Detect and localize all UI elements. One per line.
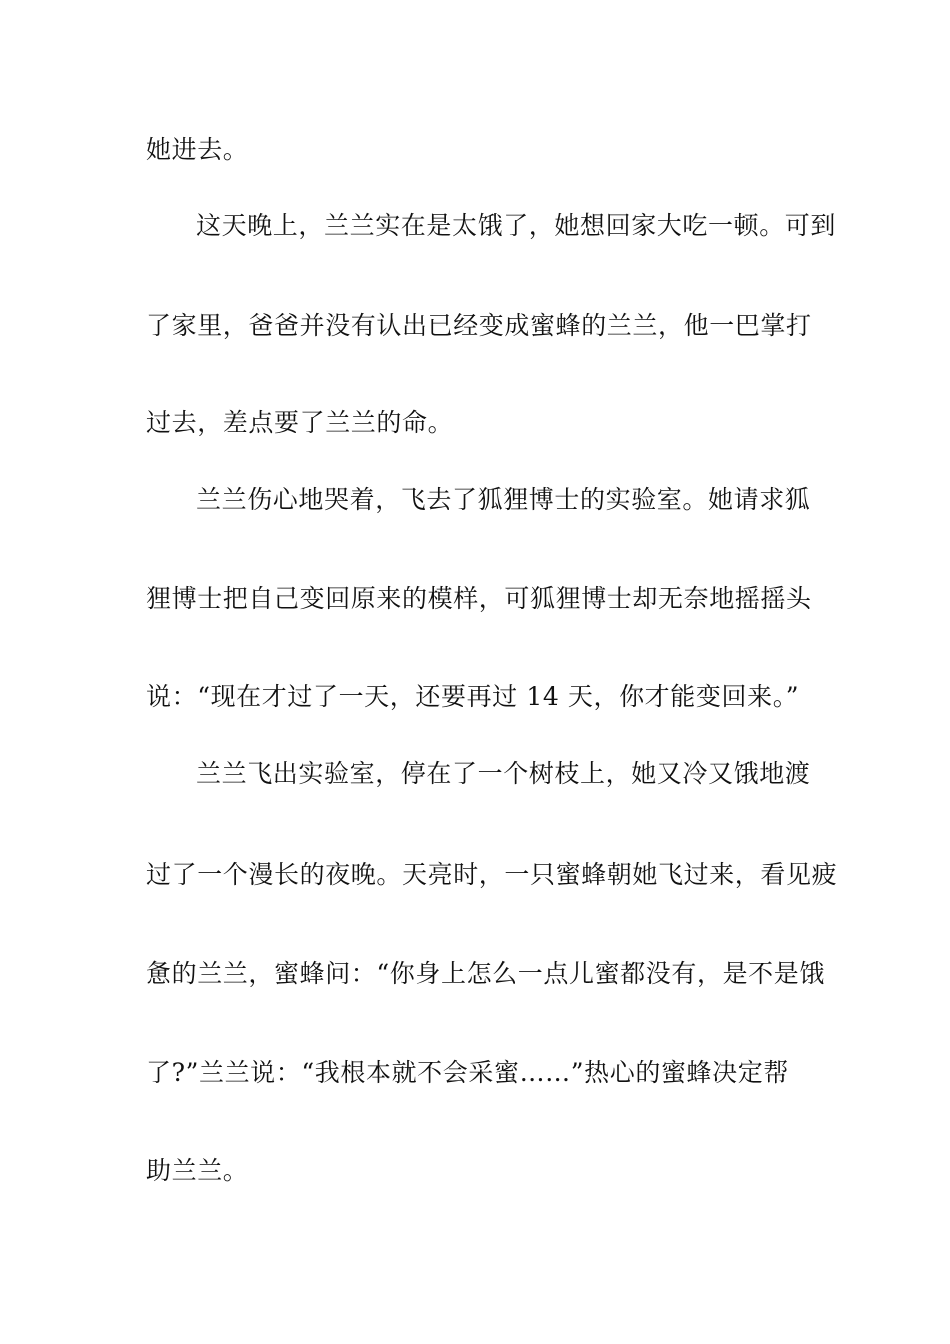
text-line-2: 这天晚上，兰兰实在是太饿了，她想回家大吃一顿。可到	[196, 211, 837, 240]
text-line-9: 过了一个漫长的夜晚。天亮时，一只蜜蜂朝她飞过来，看见疲	[146, 860, 838, 889]
text-line-8: 兰兰飞出实验室，停在了一个树枝上，她又冷又饿地渡	[196, 759, 811, 788]
text-line-12: 助兰兰。	[146, 1156, 249, 1185]
text-line-7: 说：“现在才过了一天，还要再过 14 天，你才能变回来。”	[146, 682, 800, 711]
text-line-11: 了?”兰兰说：“我根本就不会采蜜……”热心的蜜蜂决定帮	[146, 1058, 789, 1087]
text-line-4: 过去，差点要了兰兰的命。	[146, 408, 454, 437]
text-line-1: 她进去。	[146, 135, 249, 164]
text-line-3: 了家里，爸爸并没有认出已经变成蜜蜂的兰兰，他一巴掌打	[146, 311, 812, 340]
text-line-6: 狸博士把自己变回原来的模样，可狐狸博士却无奈地摇摇头	[146, 584, 812, 613]
text-line-5: 兰兰伤心地哭着，飞去了狐狸博士的实验室。她请求狐	[196, 485, 811, 514]
text-line-10: 惫的兰兰，蜜蜂问：“你身上怎么一点儿蜜都没有，是不是饿	[146, 959, 825, 988]
